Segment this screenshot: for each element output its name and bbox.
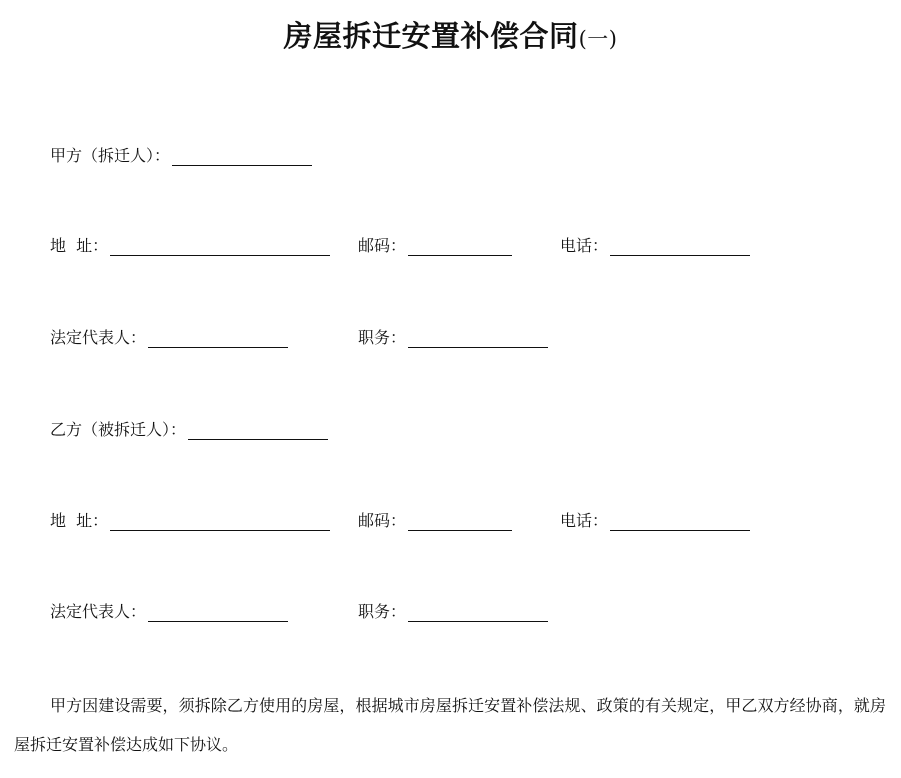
party-a-address-label: 地 址： <box>50 236 109 255</box>
document-title <box>0 14 901 61</box>
party-b-phone-blank[interactable] <box>610 512 750 531</box>
party-a-address-blank[interactable] <box>110 237 330 256</box>
party-a-name-field <box>50 140 312 166</box>
party-b-rep-blank[interactable] <box>148 603 288 622</box>
party-b-name-field <box>50 414 328 440</box>
party-a-phone-field <box>560 230 750 256</box>
party-a-position-field <box>358 322 548 348</box>
party-b-postcode-field <box>358 505 512 531</box>
party-a-position-blank[interactable] <box>408 329 548 348</box>
title-suffix: (一) <box>578 27 618 51</box>
party-a-postcode-label: 邮码： <box>358 236 407 255</box>
party-b-contact-row <box>50 505 870 531</box>
party-b-position-label: 职务： <box>358 602 407 621</box>
title-main: 房屋拆迁安置补偿合同 <box>283 19 579 53</box>
party-b-name-blank[interactable] <box>188 421 328 440</box>
party-b-phone-label: 电话： <box>560 511 609 530</box>
party-a-phone-blank[interactable] <box>610 237 750 256</box>
party-a-position-label: 职务： <box>358 328 407 347</box>
party-b-name-label: 乙方（被拆迁人）： <box>50 420 187 439</box>
party-b-name-row <box>50 414 870 440</box>
party-b-phone-field <box>560 505 750 531</box>
party-b-rep-field <box>50 596 288 622</box>
party-a-phone-label: 电话： <box>560 236 609 255</box>
party-b-postcode-blank[interactable] <box>408 512 512 531</box>
party-a-rep-row <box>50 322 870 348</box>
party-b-address-label: 地 址： <box>50 511 109 530</box>
party-a-contact-row <box>50 230 870 256</box>
party-a-address-field <box>50 230 330 256</box>
party-a-postcode-field <box>358 230 512 256</box>
party-b-position-field <box>358 596 548 622</box>
party-a-rep-label: 法定代表人： <box>50 328 147 347</box>
party-b-address-blank[interactable] <box>110 512 330 531</box>
party-a-name-label: 甲方（拆迁人）： <box>50 146 171 165</box>
party-a-name-row <box>50 140 870 166</box>
party-a-rep-blank[interactable] <box>148 329 288 348</box>
party-a-name-blank[interactable] <box>172 147 312 166</box>
intro-paragraph: 甲方因建设需要，须拆除乙方使用的房屋，根据城市房屋拆迁安置补偿法规、政策的有关规定，甲乙双方经协商，就房屋拆迁安置补偿达成如下协议。 <box>14 696 886 754</box>
party-b-rep-row <box>50 596 870 622</box>
party-b-postcode-label: 邮码： <box>358 511 407 530</box>
party-b-address-field <box>50 505 330 531</box>
party-b-rep-label: 法定代表人： <box>50 602 147 621</box>
party-a-rep-field <box>50 322 288 348</box>
party-b-position-blank[interactable] <box>408 603 548 622</box>
party-a-postcode-blank[interactable] <box>408 237 512 256</box>
